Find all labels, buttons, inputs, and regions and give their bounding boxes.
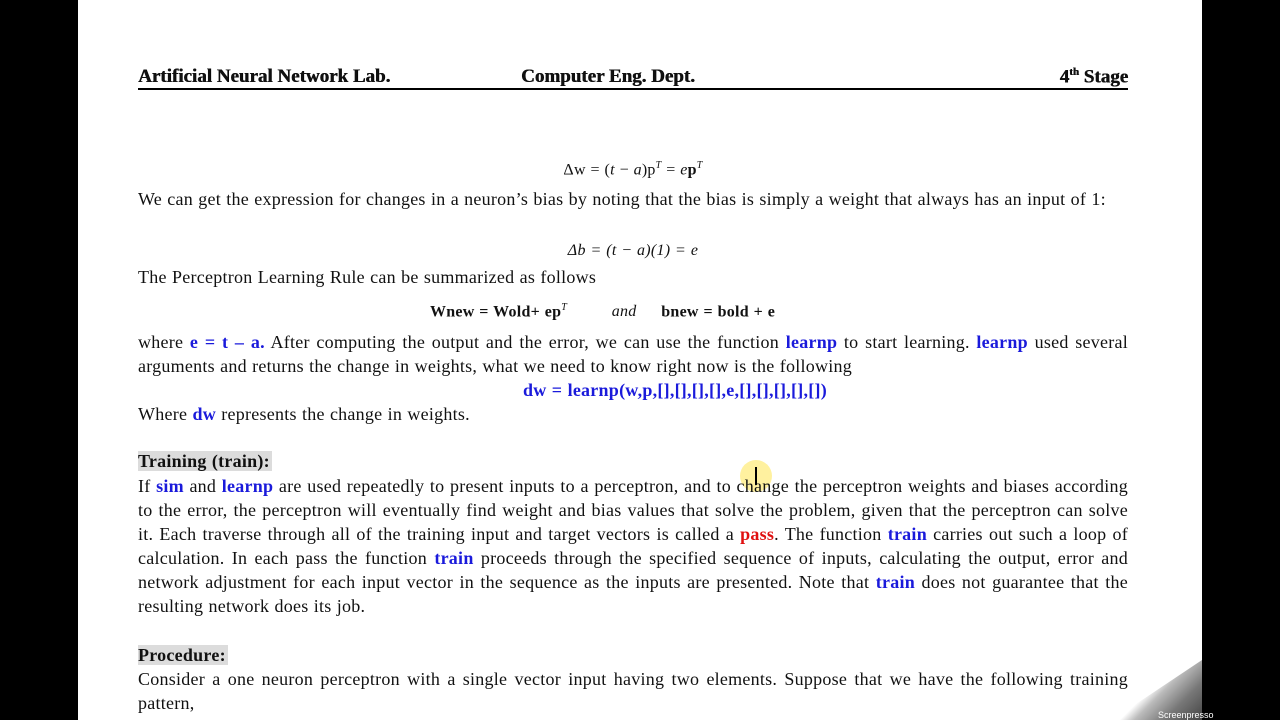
stage-suffix: th [1069, 65, 1079, 78]
paragraph-procedure: Consider a one neuron perceptron with a single vector input having two elements. Suppose that we have the following training pattern, [138, 669, 1128, 713]
eq-part: a [633, 161, 642, 179]
watermark-text: Screenpresso [1158, 710, 1214, 720]
keyword-train: train [875, 572, 915, 592]
header-stage [1060, 66, 1128, 88]
eq-part: T [696, 160, 703, 171]
text: used several arguments and returns the change in weights, what we need to know right now is the following [138, 332, 1128, 376]
heading-training [138, 449, 1128, 473]
text: where [138, 332, 190, 352]
header-lab-title: Artificial Neural Network Lab. [138, 66, 391, 87]
stage-label: Stage [1078, 66, 1128, 87]
text: proceeds through the specified sequence of inputs, calculating the output, error and network adjustment for each input vector in the sequence as the inputs are presented. Note that [138, 548, 1128, 592]
keyword-train: train [434, 548, 474, 568]
eq-part: = [661, 161, 681, 179]
equation-update-rule [138, 296, 1128, 324]
text: carries out such a loop of calculation. In each pass the function [138, 524, 1128, 568]
keyword-learnp: learnp [785, 332, 838, 352]
eq-part: p [687, 161, 697, 179]
eq-part: T [655, 160, 662, 171]
text: to start learning. [837, 332, 977, 352]
text: Where [138, 404, 193, 424]
keyword-sim: sim [156, 476, 184, 496]
keyword-dw: dw [192, 404, 216, 424]
keyword: e = t – a. [189, 332, 265, 352]
keyword-learnp: learnp [221, 476, 274, 496]
code-learnp: dw = learnp(w,p,[],[],[],[],e,[],[],[],[],[]) [523, 380, 827, 400]
eq-part: − [614, 161, 634, 179]
heading-procedure [138, 643, 1128, 667]
paragraph-training [138, 474, 1128, 618]
page-header [138, 64, 1128, 90]
eq-part: Δw = ( [563, 161, 611, 179]
text: . The function [774, 524, 888, 544]
text: After computing the output and the error, we can use the function [264, 332, 786, 352]
paragraph-bias: We can get the expression for changes in a neuron’s bias by noting that the bias is simply a weight that always has an input of 1: [138, 189, 1106, 209]
paragraph-rule-summary: The Perceptron Learning Rule can be summarized as follows [138, 267, 597, 287]
eq-and: and [611, 303, 637, 321]
text: If [138, 476, 157, 496]
eq-part: T [561, 302, 568, 313]
eq-part: e [680, 161, 688, 179]
eq-part: t [610, 161, 615, 179]
equation-delta-b: Δb = (t − a)(1) = e [567, 242, 699, 259]
heading-training-text: Training (train): [138, 451, 270, 471]
eq-weight-update: Wnew = Wold+ ep [430, 303, 562, 321]
heading-procedure-text: Procedure: [138, 645, 226, 665]
keyword-pass: pass [740, 524, 775, 544]
equation-delta-w [138, 154, 1128, 182]
paragraph-dw [138, 402, 1128, 426]
stage-number: 4 [1059, 66, 1070, 87]
eq-part: )p [641, 161, 656, 179]
keyword-train: train [887, 524, 927, 544]
text: and [183, 476, 222, 496]
text: does not guarantee that the resulting network does its job. [138, 572, 1128, 616]
eq-bias-update: bnew = bold + e [661, 303, 776, 321]
text: are used repeatedly to present inputs to a perceptron, and to change the perceptron weights and biases according to the error, the perceptron will eventually find weight and bias values that solve the problem, given that the perceptron can solve it. Each traverse through all of the training input and target vectors is called a [138, 476, 1128, 544]
text: represents the change in weights. [215, 404, 470, 424]
header-department: Computer Eng. Dept. [521, 66, 695, 87]
paragraph-learnp [138, 330, 1128, 378]
keyword-learnp: learnp [976, 332, 1028, 352]
